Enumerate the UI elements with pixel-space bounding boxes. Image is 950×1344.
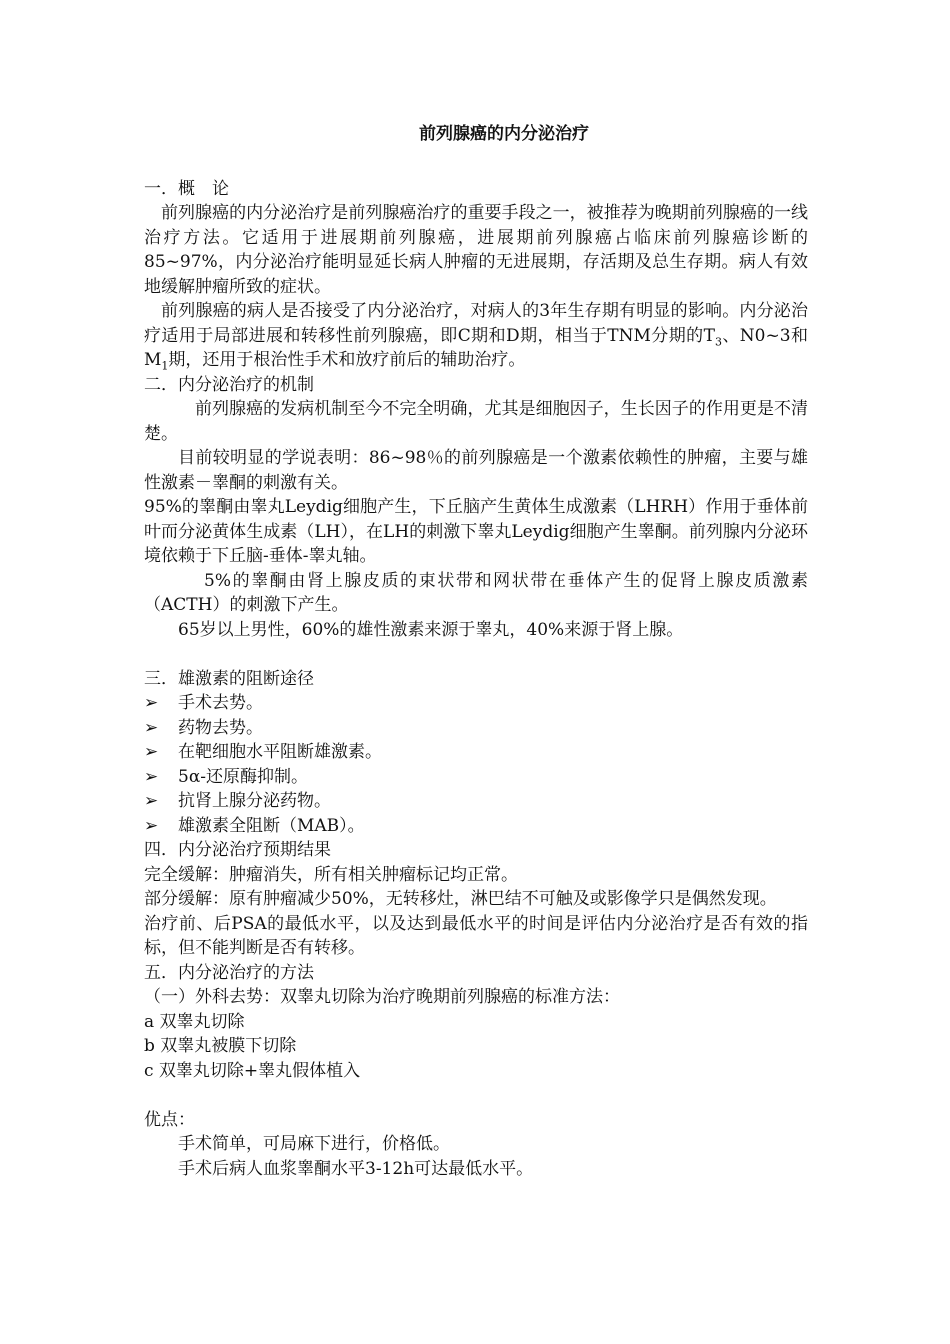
section-2-heading: 二．内分泌治疗的机制 <box>144 374 314 395</box>
method-a: a 双睾丸切除 <box>144 1011 245 1032</box>
paragraph-text: 前列腺癌的病人是否接受了内分泌治疗，对病人的3年生存期有明显的影响。内分泌治疗适用于局部进展和转移性前列腺癌，即C期和D期，相当于TNM分期的T <box>144 301 808 346</box>
method-b: b 双睾丸被膜下切除 <box>144 1036 297 1056</box>
list-item <box>144 789 808 814</box>
section-5-heading: 五．内分泌治疗的方法 <box>144 962 314 983</box>
arrow-bullet-icon: ➢ <box>144 742 159 762</box>
list-item-text: 在靶细胞水平阻断雄激素。 <box>178 742 382 762</box>
arrow-bullet-icon: ➢ <box>144 791 159 811</box>
section-4-paragraph-1: 完全缓解：肿瘤消失，所有相关肿瘤标记均正常。 <box>144 864 518 885</box>
list-item <box>144 814 808 839</box>
section-2-paragraph-5: 65岁以上男性，60%的雄性激素来源于睾丸，40%来源于肾上腺。 <box>178 619 684 640</box>
list-item-text: 5α-还原酶抑制。 <box>178 766 309 787</box>
section-4-paragraph-2: 部分缓解：原有肿瘤减少50%，无转移灶，淋巴结不可触及或影像学只是偶然发现。 <box>144 889 777 909</box>
list-item <box>144 716 808 741</box>
advantage-1: 手术简单，可局麻下进行，价格低。 <box>178 1134 450 1154</box>
paragraph-text: 期，还用于根治性手术和放疗前后的辅助治疗。 <box>168 350 526 370</box>
advantages-label: 优点： <box>144 1109 195 1130</box>
section-1-paragraph-1: 前列腺癌的内分泌治疗是前列腺癌治疗的重要手段之一，被推荐为晚期前列腺癌的一线治疗方法。它适用于进展期前列腺癌，进展期前列腺癌占临床前列腺癌诊断的85~97%，内分泌治疗能明显延长病人肿瘤的无进展期，存活期及总生存期。病人有效地缓解肿瘤所致的症状。 <box>144 203 808 297</box>
list-item <box>144 765 808 790</box>
section-3-heading: 三．雄激素的阻断途径 <box>144 668 314 689</box>
blockade-list <box>144 691 808 838</box>
arrow-bullet-icon: ➢ <box>144 693 159 713</box>
list-item-text: 手术去势。 <box>178 693 263 713</box>
section-4-heading: 四．内分泌治疗预期结果 <box>144 840 331 860</box>
paragraph-text: 、N0~3和M <box>144 325 808 370</box>
arrow-bullet-icon: ➢ <box>144 717 159 738</box>
arrow-bullet-icon: ➢ <box>144 766 159 787</box>
list-item-text: 抗肾上腺分泌药物。 <box>178 791 331 811</box>
subscript: 1 <box>161 359 169 373</box>
subscript: 3 <box>714 334 722 348</box>
section-4-paragraph-3: 治疗前、后PSA的最低水平，以及达到最低水平的时间是评估内分泌治疗是否有效的指标，但不能判断是否有转移。 <box>144 913 808 958</box>
section-2-paragraph-4: 5%的睾酮由肾上腺皮质的束状带和网状带在垂体产生的促肾上腺皮质激素（ACTH）的刺激下产生。 <box>144 570 808 615</box>
document-title: 前列腺癌的内分泌治疗 <box>419 124 589 144</box>
section-2-paragraph-2: 目前较明显的学说表明：86~98％的前列腺癌是一个激素依赖性的肿瘤，主要与雄性激素－睾酮的刺激有关。 <box>144 448 808 493</box>
blank-line <box>144 642 808 667</box>
blank-line <box>144 1083 808 1108</box>
document-body <box>144 122 808 1181</box>
section-2-paragraph-1: 前列腺癌的发病机制至今不完全明确，尤其是细胞因子，生长因子的作用更是不清楚。 <box>144 399 808 444</box>
method-c: c 双睾丸切除+睾丸假体植入 <box>144 1060 361 1081</box>
section-5-paragraph-1: （一）外科去势：双睾丸切除为治疗晚期前列腺癌的标准方法： <box>144 987 620 1007</box>
list-item <box>144 740 808 765</box>
section-1-heading: 一．概 论 <box>144 178 229 199</box>
list-item-text: 药物去势。 <box>178 717 263 738</box>
section-1-paragraph-2 <box>144 299 808 373</box>
list-item <box>144 691 808 716</box>
section-2-paragraph-3: 95%的睾酮由睾丸Leydig细胞产生，下丘脑产生黄体生成激素（LHRH）作用于垂体前叶而分泌黄体生成素（LH），在LH的刺激下睾丸Leydig细胞产生睾酮。前列腺内分泌环境依赖于下丘脑-垂体-睾丸轴。 <box>144 497 808 566</box>
arrow-bullet-icon: ➢ <box>144 815 159 836</box>
list-item-text: 雄激素全阻断（MAB）。 <box>178 815 365 836</box>
advantage-2: 手术后病人血浆睾酮水平3-12h可达最低水平。 <box>178 1158 534 1179</box>
